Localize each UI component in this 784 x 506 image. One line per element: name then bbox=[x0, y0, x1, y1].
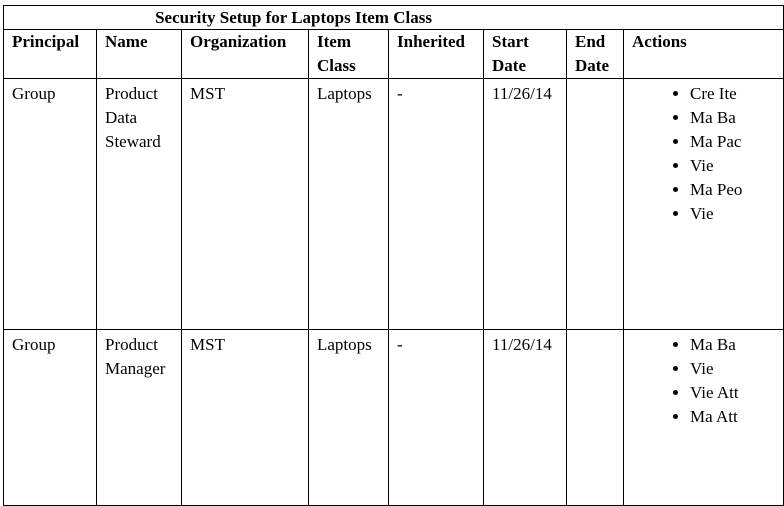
header-start-date: Start Date bbox=[484, 30, 567, 79]
header-principal: Principal bbox=[4, 30, 97, 79]
action-item: • Vie bbox=[690, 357, 764, 381]
cell-principal: Group bbox=[4, 330, 97, 506]
cell-principal: Group bbox=[4, 79, 97, 330]
header-inherited: Inherited bbox=[389, 30, 484, 79]
header-actions: Actions bbox=[624, 30, 784, 79]
cell-actions bbox=[624, 330, 784, 506]
action-item: • Vie Att bbox=[690, 381, 764, 405]
actions-list bbox=[632, 333, 764, 429]
action-item: • Ma Ba bbox=[690, 106, 764, 130]
header-name: Name bbox=[97, 30, 182, 79]
action-item: • Vie bbox=[690, 154, 764, 178]
action-item: • Ma Pac bbox=[690, 130, 764, 154]
cell-name: Product Manager bbox=[97, 330, 182, 506]
table-title-row bbox=[4, 6, 784, 30]
table-title bbox=[4, 6, 784, 30]
cell-end-date bbox=[567, 330, 624, 506]
actions-list bbox=[632, 82, 764, 226]
cell-start-date: 11/26/14 bbox=[484, 79, 567, 330]
action-item: • Ma Peo bbox=[690, 178, 764, 202]
security-setup-table bbox=[3, 5, 784, 506]
action-item: • Ma Att bbox=[690, 405, 764, 429]
action-item: • Cre Ite bbox=[690, 82, 764, 106]
cell-organization: MST bbox=[182, 79, 309, 330]
table-header-row bbox=[4, 30, 784, 79]
cell-inherited: - bbox=[389, 330, 484, 506]
cell-end-date bbox=[567, 79, 624, 330]
header-item-class: Item Class bbox=[309, 30, 389, 79]
cell-start-date: 11/26/14 bbox=[484, 330, 567, 506]
header-end-date: End Date bbox=[567, 30, 624, 79]
cell-organization: MST bbox=[182, 330, 309, 506]
cell-item-class: Laptops bbox=[309, 330, 389, 506]
cell-name: Product Data Steward bbox=[97, 79, 182, 330]
header-organization: Organization bbox=[182, 30, 309, 79]
cell-inherited: - bbox=[389, 79, 484, 330]
action-item: • Ma Ba bbox=[690, 333, 764, 357]
table-row bbox=[4, 330, 784, 506]
cell-actions bbox=[624, 79, 784, 330]
table-title-text: Security Setup for Laptops Item Class bbox=[155, 8, 432, 27]
cell-item-class: Laptops bbox=[309, 79, 389, 330]
action-item: • Vie bbox=[690, 202, 764, 226]
table-row bbox=[4, 79, 784, 330]
